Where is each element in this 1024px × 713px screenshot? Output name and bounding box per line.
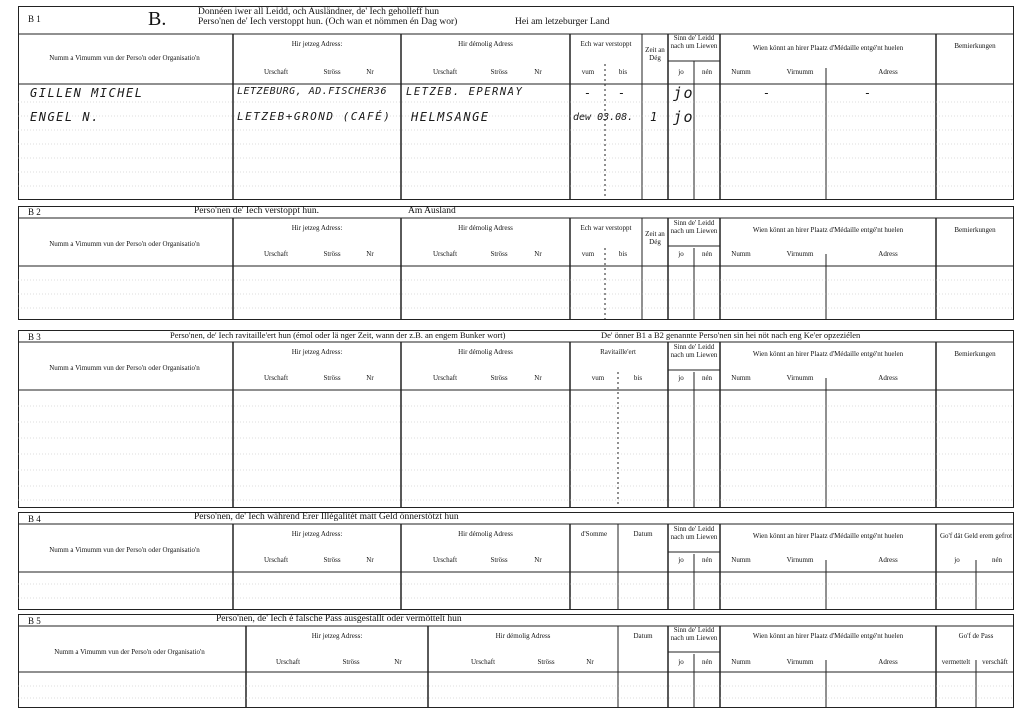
section-b1-grid xyxy=(18,6,1014,200)
entry-time: 1 xyxy=(650,110,659,124)
sub-urschaft: Urschaft xyxy=(263,374,289,382)
sub-urschaft: Urschaft xyxy=(432,250,458,258)
sub-nr: Nr xyxy=(534,68,542,76)
sub-urschaft: Urschaft xyxy=(275,658,301,666)
sub-stross: Ströss xyxy=(323,68,341,76)
sub-vermettelt: vermettelt xyxy=(941,658,971,666)
entry-bis: - xyxy=(618,86,627,100)
col-header-addr-now: Hir jetzeg Adress: xyxy=(291,40,343,48)
sub-jo: jo xyxy=(954,556,960,564)
col-header-addr-now: Hir jetzeg Adress: xyxy=(311,632,363,640)
sub-vum: vum xyxy=(591,374,605,382)
sub-nr: Nr xyxy=(534,374,542,382)
section-place: Hei am letzeburger Land xyxy=(515,17,610,27)
section-b1 xyxy=(18,6,1014,200)
sub-stross: Ströss xyxy=(490,556,508,564)
sub-numm: Numm xyxy=(731,374,751,382)
sub-nen: nén xyxy=(701,374,713,382)
sub-adress: Adress xyxy=(878,374,898,382)
col-header-medal: Wien könnt an hirer Plaatz d'Médaille entgé'nt huelen xyxy=(752,632,904,640)
col-header-name: Numm a Vimumm vun der Perso'n oder Organisatio'n xyxy=(54,648,205,656)
col-header-time: Zeit an Dég xyxy=(645,46,665,62)
entry-addr-now: LETZEBURG, AD.FISCHER36 xyxy=(237,86,387,97)
entry-vum: dew 03.08. xyxy=(573,112,634,123)
sub-adress: Adress xyxy=(878,250,898,258)
sub-virnumm: Virnumm xyxy=(786,374,814,382)
col-header-addr-now: Hir jetzeg Adress: xyxy=(291,530,343,538)
section-title: Perso'nen, de' Iech während Erer Illégalitét matt Geld önnerstötzt hun xyxy=(194,512,459,522)
sub-bis: bis xyxy=(618,68,628,76)
col-header-addr-then: Hir démolig Adress xyxy=(458,224,513,232)
section-code: B 2 xyxy=(28,207,41,217)
sub-nr: Nr xyxy=(586,658,594,666)
sub-stross: Ströss xyxy=(490,374,508,382)
sub-urschaft: Urschaft xyxy=(432,556,458,564)
sub-jo: jo xyxy=(678,658,684,666)
col-header-medal: Wien könnt an hirer Plaatz d'Médaille entgé'nt huelen xyxy=(752,44,904,52)
sub-adress: Adress xyxy=(878,68,898,76)
col-header-geld: Go'f dät Geld erem gefrot xyxy=(940,532,1013,540)
sub-jo: jo xyxy=(678,556,684,564)
col-header-datum: Datum xyxy=(633,632,653,640)
sub-numm: Numm xyxy=(731,250,751,258)
entry-vum: - xyxy=(584,86,593,100)
entry-medal-adress: - xyxy=(864,86,873,100)
section-code: B 1 xyxy=(28,14,41,24)
section-code: B 3 xyxy=(28,332,41,342)
sub-nen: nén xyxy=(701,68,713,76)
sub-urschaft: Urschaft xyxy=(470,658,496,666)
col-header-alive: Sinn de' Leidd nach um Liewen xyxy=(670,343,718,359)
sub-nr: Nr xyxy=(366,556,374,564)
col-header-name: Numm a Vimumm vun der Perso'n oder Organisatio'n xyxy=(49,546,200,554)
sub-jo: jo xyxy=(678,250,684,258)
entry-name: ENGEL N. xyxy=(30,110,100,124)
col-header-name: Numm a Vimumm vun der Perso'n oder Organisatio'n xyxy=(49,240,200,248)
col-header-name: Numm a Vimumm vun der Perso'n oder Organisatio'n xyxy=(49,54,200,62)
section-b3 xyxy=(18,330,1014,508)
entry-alive: jo xyxy=(673,108,695,126)
col-header-hidden: Ech war verstoppt xyxy=(580,40,632,48)
sub-urschaft: Urschaft xyxy=(432,374,458,382)
sub-nen: nén xyxy=(701,658,713,666)
sub-virnumm: Virnumm xyxy=(786,250,814,258)
sub-nen: nén xyxy=(701,556,713,564)
sub-nr: Nr xyxy=(394,658,402,666)
col-header-hidden: Ech war verstoppt xyxy=(580,224,632,232)
sub-jo: jo xyxy=(678,374,684,382)
entry-addr-now: LETZEB+GROND (CAFÉ) xyxy=(237,110,392,123)
col-header-alive: Sinn de' Leidd nach um Liewen xyxy=(670,626,718,642)
col-header-alive: Sinn de' Leidd nach um Liewen xyxy=(670,34,718,50)
sub-stross: Ströss xyxy=(323,250,341,258)
sub-virnumm: Virnumm xyxy=(786,658,814,666)
col-header-addr-then: Hir démolig Adress xyxy=(495,632,551,640)
sub-bis: bis xyxy=(633,374,643,382)
col-header-medal: Wien könnt an hirer Plaatz d'Médaille entgé'nt huelen xyxy=(752,532,904,540)
section-place: Am Ausland xyxy=(408,206,456,216)
sub-nr: Nr xyxy=(366,374,374,382)
sub-verschaft: verschäft xyxy=(982,658,1008,666)
col-header-pass: Go'f de Pass xyxy=(958,632,994,640)
sub-virnumm: Virnumm xyxy=(786,68,814,76)
sub-nr: Nr xyxy=(366,68,374,76)
col-header-medal: Wien könnt an hirer Plaatz d'Médaille entgé'nt huelen xyxy=(752,350,904,358)
col-header-ravit: Ravitaille'ert xyxy=(600,348,636,356)
col-header-addr-then: Hir démolig Adress xyxy=(458,40,513,48)
col-header-addr-then: Hir démolig Adress xyxy=(458,530,513,538)
section-title: Perso'nen, de' Iech é falsche Pass ausgestallt oder vermöttelt hun xyxy=(216,614,462,624)
sub-bis: bis xyxy=(618,250,628,258)
sub-stross: Ströss xyxy=(342,658,360,666)
sub-numm: Numm xyxy=(731,556,751,564)
sub-nr: Nr xyxy=(366,250,374,258)
sub-adress: Adress xyxy=(878,658,898,666)
section-b4 xyxy=(18,512,1014,610)
entry-medal-numm: - xyxy=(763,86,772,100)
sub-adress: Adress xyxy=(878,556,898,564)
sub-nr: Nr xyxy=(534,250,542,258)
col-header-addr-now: Hir jetzeg Adress: xyxy=(291,224,343,232)
sub-vum: vum xyxy=(581,68,595,76)
col-header-alive: Sinn de' Leidd nach um Liewen xyxy=(670,525,718,541)
sub-jo: jo xyxy=(678,68,684,76)
entry-name: GILLEN MICHEL xyxy=(30,86,144,100)
section-subtitle: Perso'nen de' Iech verstoppt hun. (Och wan et nömmen én Dag wor) xyxy=(198,17,458,27)
sub-stross: Ströss xyxy=(490,250,508,258)
section-mark: B. xyxy=(148,8,167,30)
sub-nen: nén xyxy=(701,250,713,258)
sub-stross: Ströss xyxy=(537,658,555,666)
section-b5-grid xyxy=(18,614,1014,708)
sub-urschaft: Urschaft xyxy=(263,250,289,258)
sub-vum: vum xyxy=(581,250,595,258)
col-header-remarks: Bemierkungen xyxy=(954,42,996,50)
col-header-datum: Datum xyxy=(633,530,653,538)
sub-nr: Nr xyxy=(534,556,542,564)
section-code: B 4 xyxy=(28,514,41,524)
col-header-medal: Wien könnt an hirer Plaatz d'Médaille entgé'nt huelen xyxy=(752,226,904,234)
sub-numm: Numm xyxy=(731,68,751,76)
col-header-alive: Sinn de' Leidd nach um Liewen xyxy=(670,219,718,235)
col-header-addr-now: Hir jetzeg Adress: xyxy=(291,348,343,356)
col-header-name: Numm a Vimumm vun der Perso'n oder Organisatio'n xyxy=(49,364,200,372)
sub-urschaft: Urschaft xyxy=(263,556,289,564)
sub-nen: nén xyxy=(991,556,1003,564)
entry-alive: jo xyxy=(673,84,695,102)
sub-urschaft: Urschaft xyxy=(263,68,289,76)
col-header-remarks: Bemierkungen xyxy=(954,226,996,234)
sub-stross: Ströss xyxy=(490,68,508,76)
section-title: Perso'nen, de' Iech ravitaille'ert hun (émol oder lä nger Zeit, wann der z.B. an engem Bunker wort) xyxy=(170,330,506,340)
col-header-remarks: Bemierkungen xyxy=(954,350,996,358)
section-code: B 5 xyxy=(28,616,41,626)
section-note: De' önner B1 a B2 genannte Perso'nen sin hei nöt nach eng Ke'er opzeziélen xyxy=(601,330,861,340)
section-title: Perso'nen de' Iech verstoppt hun. xyxy=(194,206,320,216)
sub-stross: Ströss xyxy=(323,374,341,382)
sub-urschaft: Urschaft xyxy=(432,68,458,76)
sub-stross: Ströss xyxy=(323,556,341,564)
section-b5 xyxy=(18,614,1014,708)
col-header-time: Zeit an Dég xyxy=(645,230,665,246)
sub-virnumm: Virnumm xyxy=(786,556,814,564)
entry-addr-then: LETZEB. EPERNAY xyxy=(406,86,524,98)
col-header-addr-then: Hir démolig Adress xyxy=(458,348,513,356)
section-b2 xyxy=(18,206,1014,320)
sub-numm: Numm xyxy=(731,658,751,666)
section-title: Donnéen iwer all Leidd, och Ausländner, de' Iech geholleff hun xyxy=(198,7,439,17)
col-header-somme: d'Somme xyxy=(580,530,608,538)
entry-addr-then: HELMSANGE xyxy=(411,110,490,124)
